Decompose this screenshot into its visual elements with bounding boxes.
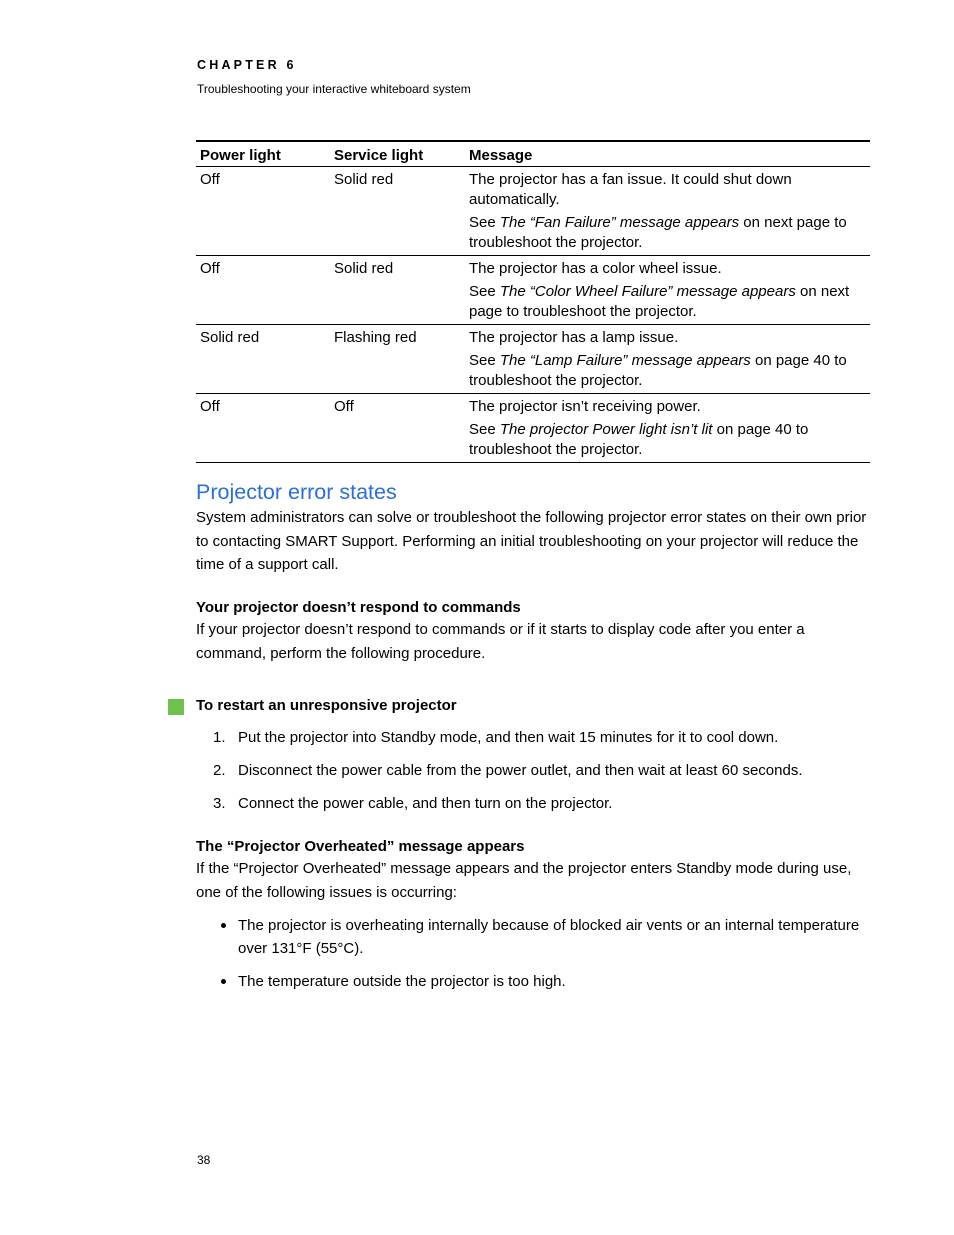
see-prefix: See xyxy=(469,283,500,300)
see-suffix: on page 40 to troubleshoot the projector. xyxy=(469,352,847,389)
see-suffix: on next page to troubleshoot the projector. xyxy=(469,214,847,251)
cell-message xyxy=(465,394,870,463)
see-title-link[interactable]: The “Lamp Failure” message appears xyxy=(499,352,751,369)
bullet-icon xyxy=(221,923,226,928)
see-title-link[interactable]: The “Fan Failure” message appears xyxy=(499,214,740,231)
task-title: To restart an unresponsive projector xyxy=(196,697,457,714)
bullet-text: The projector is overheating internally because of blocked air vents or an internal temperature over 131°F (55°C). xyxy=(238,917,860,957)
list-item xyxy=(196,914,872,960)
header-message: Message xyxy=(469,147,533,164)
list-item xyxy=(196,728,872,761)
task-marker-icon xyxy=(168,699,184,715)
cell-message xyxy=(465,167,870,256)
section-intro: System administrators can solve or troubleshoot the following projector error states on their own prior to contacting SMART Support. Performing an initial troubleshooting on your projector will reduce the time of a support call. xyxy=(196,509,867,573)
see-title-link[interactable]: The projector Power light isn’t lit xyxy=(499,421,713,438)
page-number: 38 xyxy=(197,1153,211,1167)
step-text: Put the projector into Standby mode, and then wait 15 minutes for it to cool down. xyxy=(238,729,779,746)
overheated-heading: The “Projector Overheated” message appears xyxy=(196,838,525,855)
cell-power: Off xyxy=(200,171,220,188)
step-number: 1. xyxy=(213,729,226,746)
cell-message xyxy=(465,256,870,325)
procedure-steps xyxy=(196,728,872,827)
header-power-light: Power light xyxy=(200,147,281,164)
message-text: The projector has a color wheel issue. xyxy=(469,260,722,277)
no-response-heading: Your projector doesn’t respond to commands xyxy=(196,599,521,616)
see-reference xyxy=(469,213,866,253)
section-title: Projector error states xyxy=(196,480,397,504)
see-reference xyxy=(469,351,866,391)
table-row xyxy=(196,256,870,325)
step-text: Connect the power cable, and then turn on the projector. xyxy=(238,795,613,812)
table-row xyxy=(196,325,870,394)
see-title-link[interactable]: The “Color Wheel Failure” message appears xyxy=(499,283,796,300)
message-text: The projector isn’t receiving power. xyxy=(469,398,701,415)
overheated-body: If the “Projector Overheated” message appears and the projector enters Standby mode during use, one of the following issues is occurring: xyxy=(196,860,852,901)
header-service-light: Service light xyxy=(334,147,424,164)
see-prefix: See xyxy=(469,421,500,438)
see-reference xyxy=(469,282,866,322)
table-header-row xyxy=(196,141,870,167)
status-light-table xyxy=(196,140,870,463)
step-number: 2. xyxy=(213,762,226,779)
message-text: The projector has a fan issue. It could shut down automatically. xyxy=(469,171,792,208)
cell-service: Flashing red xyxy=(334,329,417,346)
list-item xyxy=(196,761,872,794)
list-item xyxy=(196,970,872,993)
message-text: The projector has a lamp issue. xyxy=(469,329,679,346)
cell-power: Off xyxy=(200,398,220,415)
bullet-text: The temperature outside the projector is too high. xyxy=(238,973,566,990)
overheat-causes xyxy=(196,914,872,1003)
cell-power: Off xyxy=(200,260,220,277)
step-number: 3. xyxy=(213,795,226,812)
cell-service: Solid red xyxy=(334,171,394,188)
see-prefix: See xyxy=(469,352,500,369)
cell-message xyxy=(465,325,870,394)
bullet-icon xyxy=(221,979,226,984)
cell-power: Solid red xyxy=(200,329,260,346)
step-text: Disconnect the power cable from the power outlet, and then wait at least 60 seconds. xyxy=(238,762,803,779)
table-row xyxy=(196,394,870,463)
see-prefix: See xyxy=(469,214,500,231)
no-response-body: If your projector doesn’t respond to commands or if it starts to display code after you enter a command, perform the following procedure. xyxy=(196,621,805,662)
chapter-subtitle: Troubleshooting your interactive whiteboard system xyxy=(197,82,471,96)
see-suffix: on page 40 to troubleshoot the projector. xyxy=(469,421,809,458)
cell-service: Solid red xyxy=(334,260,394,277)
chapter-label: CHAPTER 6 xyxy=(197,58,297,72)
cell-service: Off xyxy=(334,398,354,415)
see-reference xyxy=(469,420,866,460)
table-row xyxy=(196,167,870,256)
list-item xyxy=(196,794,872,827)
see-suffix: on next page to troubleshoot the projector. xyxy=(469,283,850,320)
